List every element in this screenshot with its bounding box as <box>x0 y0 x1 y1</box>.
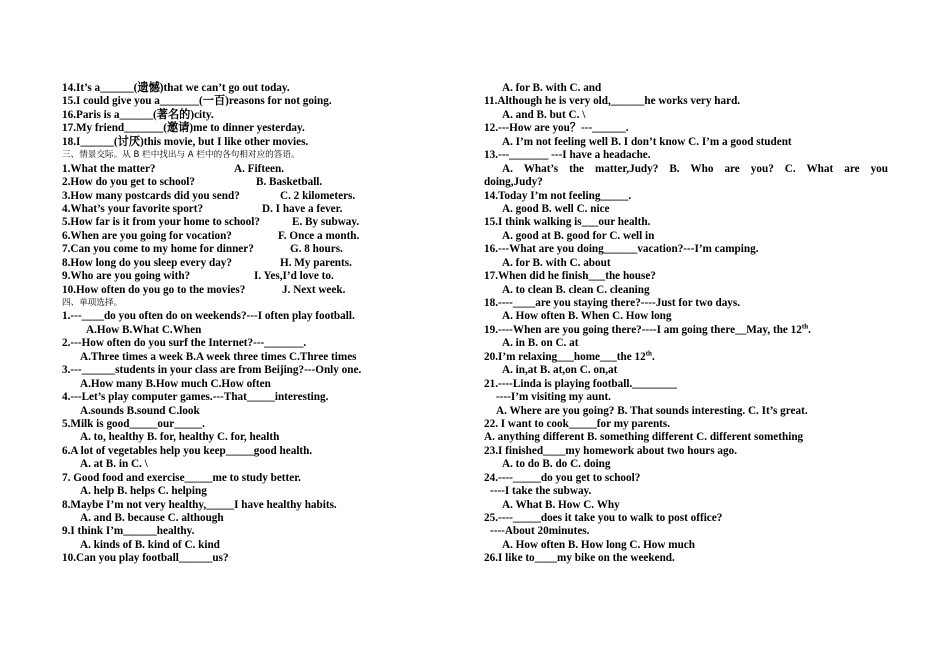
right-line: A. good at B. good for C. well in <box>502 229 655 242</box>
answer-text: C. 2 kilometers. <box>280 189 356 202</box>
right-line: 25.----_____does it take you to walk to post office? <box>484 512 723 524</box>
left-line <box>62 216 412 229</box>
right-line: 14.Today I’m not feeling_____. <box>484 189 632 202</box>
left-line: A. and B. because C. although <box>80 512 224 524</box>
answer-text: J. Next week. <box>282 283 346 296</box>
right-line: A. for B. with C. and <box>502 82 602 94</box>
question-text: 10.How often do you go to the movies? <box>62 283 246 296</box>
right-line: A. for B. with C. about <box>502 256 611 269</box>
answer-text: I. Yes,I’d love to. <box>254 270 334 283</box>
left-line: 7. Good food and exercise_____me to study better. <box>62 471 301 484</box>
right-line: ----I’m visiting my aunt. <box>496 391 611 404</box>
right-line: 17.When did he finish___the house? <box>484 270 656 283</box>
left-line <box>62 176 412 189</box>
left-line <box>62 270 412 283</box>
question-text: 1.What the matter? <box>62 162 156 175</box>
left-line <box>62 257 412 270</box>
right-line: 22. I want to cook_____for my parents. <box>484 417 671 430</box>
right-line: ----About 20minutes. <box>490 525 590 538</box>
left-line: 三、情景交际。从 B 栏中找出与 A 栏中的各句相对应的答语。 <box>62 150 300 161</box>
right-line: A. to do B. do C. doing <box>502 458 611 471</box>
answer-text: B. Basketball. <box>256 176 323 189</box>
right-line: 13.---_______ ---I have a headache. <box>484 149 651 162</box>
left-line <box>62 190 412 203</box>
left-line: A.How B.What C.When <box>86 323 202 336</box>
answer-text: A. Fifteen. <box>234 162 285 175</box>
answer-text: D. I have a fever. <box>262 202 343 215</box>
right-line <box>484 351 888 364</box>
left-line: 4.---Let’s play computer games.---That_____interesting. <box>62 391 329 404</box>
right-line: 18.----____are you staying there?----Just for two days. <box>484 297 741 309</box>
right-line: A. What’s the matter,Judy? B. Who are you? C. What are you <box>502 162 888 175</box>
right-line: A. and B. but C. \ <box>502 108 586 121</box>
right-line: A. Where are you going? B. That sounds interesting. C. It’s great. <box>496 404 808 417</box>
question-text: 4.What’s your favorite sport? <box>62 202 204 215</box>
left-line: 18.I______(讨厌)this movie, but I like other movies. <box>62 135 309 148</box>
left-line: 9.I think I’m______healthy. <box>62 525 195 538</box>
right-line: 11.Although he is very old,______he works very hard. <box>484 95 741 108</box>
right-line: A. I’m not feeling well B. I don’t know C. I’m a good student <box>502 135 792 148</box>
left-line: 2.---How often do you surf the Internet?---_______. <box>62 337 307 350</box>
right-line: A. in B. on C. at <box>502 337 579 350</box>
right-line: 24.----_____do you get to school? <box>484 471 641 484</box>
right-line: 12.---How are you？---______. <box>484 122 629 135</box>
answer-text: H. My parents. <box>280 256 352 269</box>
right-line: ----I take the subway. <box>490 485 592 498</box>
left-column <box>62 82 412 566</box>
question-text: 5.How far is it from your home to school? <box>62 216 260 229</box>
left-line: 四、单项选择。 <box>62 298 123 308</box>
answer-text: G. 8 hours. <box>290 243 343 256</box>
left-line: A. at B. in C. \ <box>80 458 148 471</box>
left-line <box>62 284 412 297</box>
superscript: th <box>645 349 652 358</box>
right-line: 26.I like to____my bike on the weekend. <box>484 552 675 565</box>
left-line: 8.Maybe I’m not very healthy,_____I have healthy habits. <box>62 498 337 511</box>
left-line: A. to, healthy B. for, healthy C. for, health <box>80 431 280 444</box>
answer-text: F. Once a month. <box>278 229 360 242</box>
left-line: A.Three times a week B.A week three times C.Three times <box>80 350 357 363</box>
question-text: 3.How many postcards did you send? <box>62 189 240 202</box>
right-line: 23.I finished____my homework about two hours ago. <box>484 444 737 457</box>
left-line: 17.My friend_______(邀请)me to dinner yesterday. <box>62 122 305 135</box>
left-line: 3.---______students in your class are from Beijing?---Only one. <box>62 364 362 377</box>
superscript: th <box>801 322 809 331</box>
left-line: 5.Milk is good_____our_____. <box>62 417 205 430</box>
left-line: 6.A lot of vegetables help you keep_____good health. <box>62 444 313 457</box>
line-end: . <box>651 350 655 363</box>
left-line: 15.I could give you a_______(一百)reasons for not going. <box>62 95 332 108</box>
line-end: . <box>808 323 811 336</box>
right-line <box>484 324 888 337</box>
right-column <box>484 82 888 566</box>
right-line: A. good B. well C. nice <box>502 202 610 215</box>
right-line: 15.I think walking is___our health. <box>484 216 651 229</box>
question-text: 7.Can you come to my home for dinner? <box>62 243 254 256</box>
left-line: 14.It’s a______(遗憾)that we can’t go out today. <box>62 82 290 94</box>
left-line: A. kinds of B. kind of C. kind <box>80 538 220 551</box>
left-line: 10.Can you play football______us? <box>62 552 229 565</box>
right-line: A. How often B. How long C. How much <box>502 538 695 551</box>
left-line: A.sounds B.sound C.look <box>80 404 200 417</box>
answer-text: E. By subway. <box>292 216 360 229</box>
right-line: 21.----Linda is playing football.________ <box>484 377 678 390</box>
left-line <box>62 230 412 243</box>
question-text: 9.Who are you going with? <box>62 270 191 283</box>
right-line: A. anything different B. something different C. different something <box>484 431 804 444</box>
right-line: 16.---What are you doing______vacation?---I’m camping. <box>484 243 759 256</box>
right-line: A. in,at B. at,on C. on,at <box>502 364 618 377</box>
right-line: doing,Judy? <box>484 176 543 189</box>
left-line <box>62 163 412 176</box>
left-line: 16.Paris is a______(著名的)city. <box>62 108 214 121</box>
question-text: 6.When are you going for vocation? <box>62 229 232 242</box>
left-line <box>62 203 412 216</box>
left-line: A. help B. helps C. helping <box>80 485 207 498</box>
right-line: A. to clean B. clean C. cleaning <box>502 283 650 296</box>
left-line <box>62 243 412 256</box>
right-line: A. What B. How C. Why <box>502 498 620 511</box>
question-text: 2.How do you get to school? <box>62 176 196 189</box>
left-line: 1.---____do you often do on weekends?---I often play football. <box>62 310 355 323</box>
question-text: 8.How long do you sleep every day? <box>62 256 232 269</box>
left-line: A.How many B.How much C.How often <box>80 377 271 390</box>
line-text: 19.----When are you going there?----I am going there__May, the 12 <box>484 323 802 336</box>
right-line: A. How often B. When C. How long <box>502 310 672 323</box>
line-text: 20.I’m relaxing___home___the 12 <box>484 350 646 363</box>
